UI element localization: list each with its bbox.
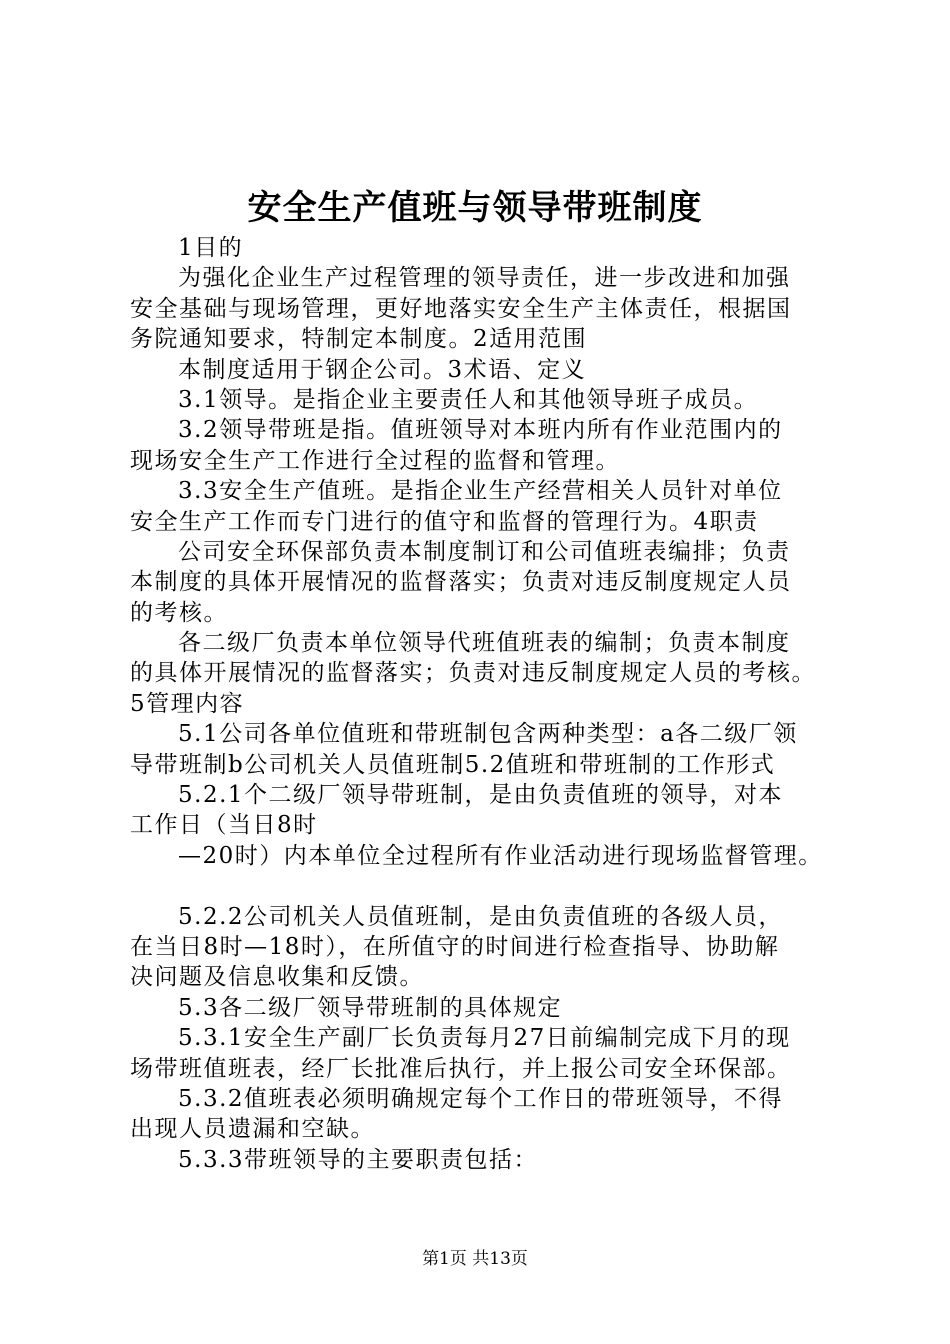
paragraph-line: 安全基础与现场管理，更好地落实安全生产主体责任，根据国 bbox=[130, 295, 792, 322]
heading-management: 5管理内容 bbox=[130, 690, 245, 717]
clause-5-2-2: 5.2.2公司机关人员值班制，是由负责值班的各级人员， bbox=[178, 903, 784, 930]
clause-3-1: 3.1领导。是指企业主要责任人和其他领导班子成员。 bbox=[178, 386, 759, 413]
clause-5-3-1: 5.3.1安全生产副厂长负责每月27日前编制完成下月的现 bbox=[178, 1025, 791, 1052]
clause-5-1: 5.1公司各单位值班和带班制包含两种类型：a各二级厂领 bbox=[178, 721, 798, 748]
paragraph-line: 导带班制b公司机关人员值班制5.2值班和带班制的工作形式 bbox=[130, 751, 776, 778]
clause-3-3: 3.3安全生产值班。是指企业生产经营相关人员针对单位 bbox=[178, 478, 783, 505]
paragraph-line: 在当日8时—18时），在所值守的时间进行检查指导、协助解 bbox=[130, 933, 780, 960]
paragraph-line: 场带班值班表，经厂长批准后执行，并上报公司安全环保部。 bbox=[130, 1055, 792, 1082]
heading-purpose: 1目的 bbox=[178, 235, 244, 261]
blank-line bbox=[130, 871, 850, 901]
paragraph-line: 的具体开展情况的监督落实；负责对违反制度规定人员的考核。 bbox=[130, 660, 816, 687]
paragraph-line: 安全生产工作而专门进行的值守和监督的管理行为。4职责 bbox=[130, 508, 759, 535]
paragraph-line: 本制度适用于钢企公司。3术语、定义 bbox=[178, 356, 587, 383]
clause-5-2-1: 5.2.1个二级厂领导带班制，是由负责值班的领导，对本 bbox=[178, 782, 784, 809]
paragraph-line: 务院通知要求，特制定本制度。2适用范围 bbox=[130, 326, 588, 353]
paragraph-line: 工作日（当日8时 bbox=[130, 812, 318, 839]
clause-5-3-2: 5.3.2值班表必须明确规定每个工作日的带班领导，不得 bbox=[178, 1085, 784, 1112]
paragraph-line: 的考核。 bbox=[130, 599, 228, 626]
document-body bbox=[130, 233, 850, 1175]
paragraph-line: 为强化企业生产过程管理的领导责任，进一步改进和加强 bbox=[178, 265, 791, 292]
paragraph-line: 现场安全生产工作进行全过程的监督和管理。 bbox=[130, 447, 620, 474]
paragraph-line: —20时）内本单位全过程所有作业活动进行现场监督管理。 bbox=[178, 842, 823, 869]
page-number: 第1页 共13页 bbox=[422, 1249, 528, 1269]
paragraph-line: 公司安全环保部负责本制度制订和公司值班表编排；负责 bbox=[178, 538, 791, 565]
paragraph-line: 本制度的具体开展情况的监督落实；负责对违反制度规定人员 bbox=[130, 569, 792, 596]
clause-5-3: 5.3各二级厂领导带班制的具体规定 bbox=[178, 994, 563, 1021]
clause-5-3-3: 5.3.3带班领导的主要职责包括： bbox=[178, 1146, 539, 1173]
clause-3-2: 3.2领导带班是指。值班领导对本班内所有作业范围内的 bbox=[178, 417, 783, 444]
paragraph-line: 各二级厂负责本单位领导代班值班表的编制；负责本制度 bbox=[178, 630, 791, 657]
document-title: 安全生产值班与领导带班制度 bbox=[247, 188, 703, 228]
paragraph-line: 决问题及信息收集和反馈。 bbox=[130, 964, 424, 991]
paragraph-line: 出现人员遗漏和空缺。 bbox=[130, 1116, 375, 1143]
